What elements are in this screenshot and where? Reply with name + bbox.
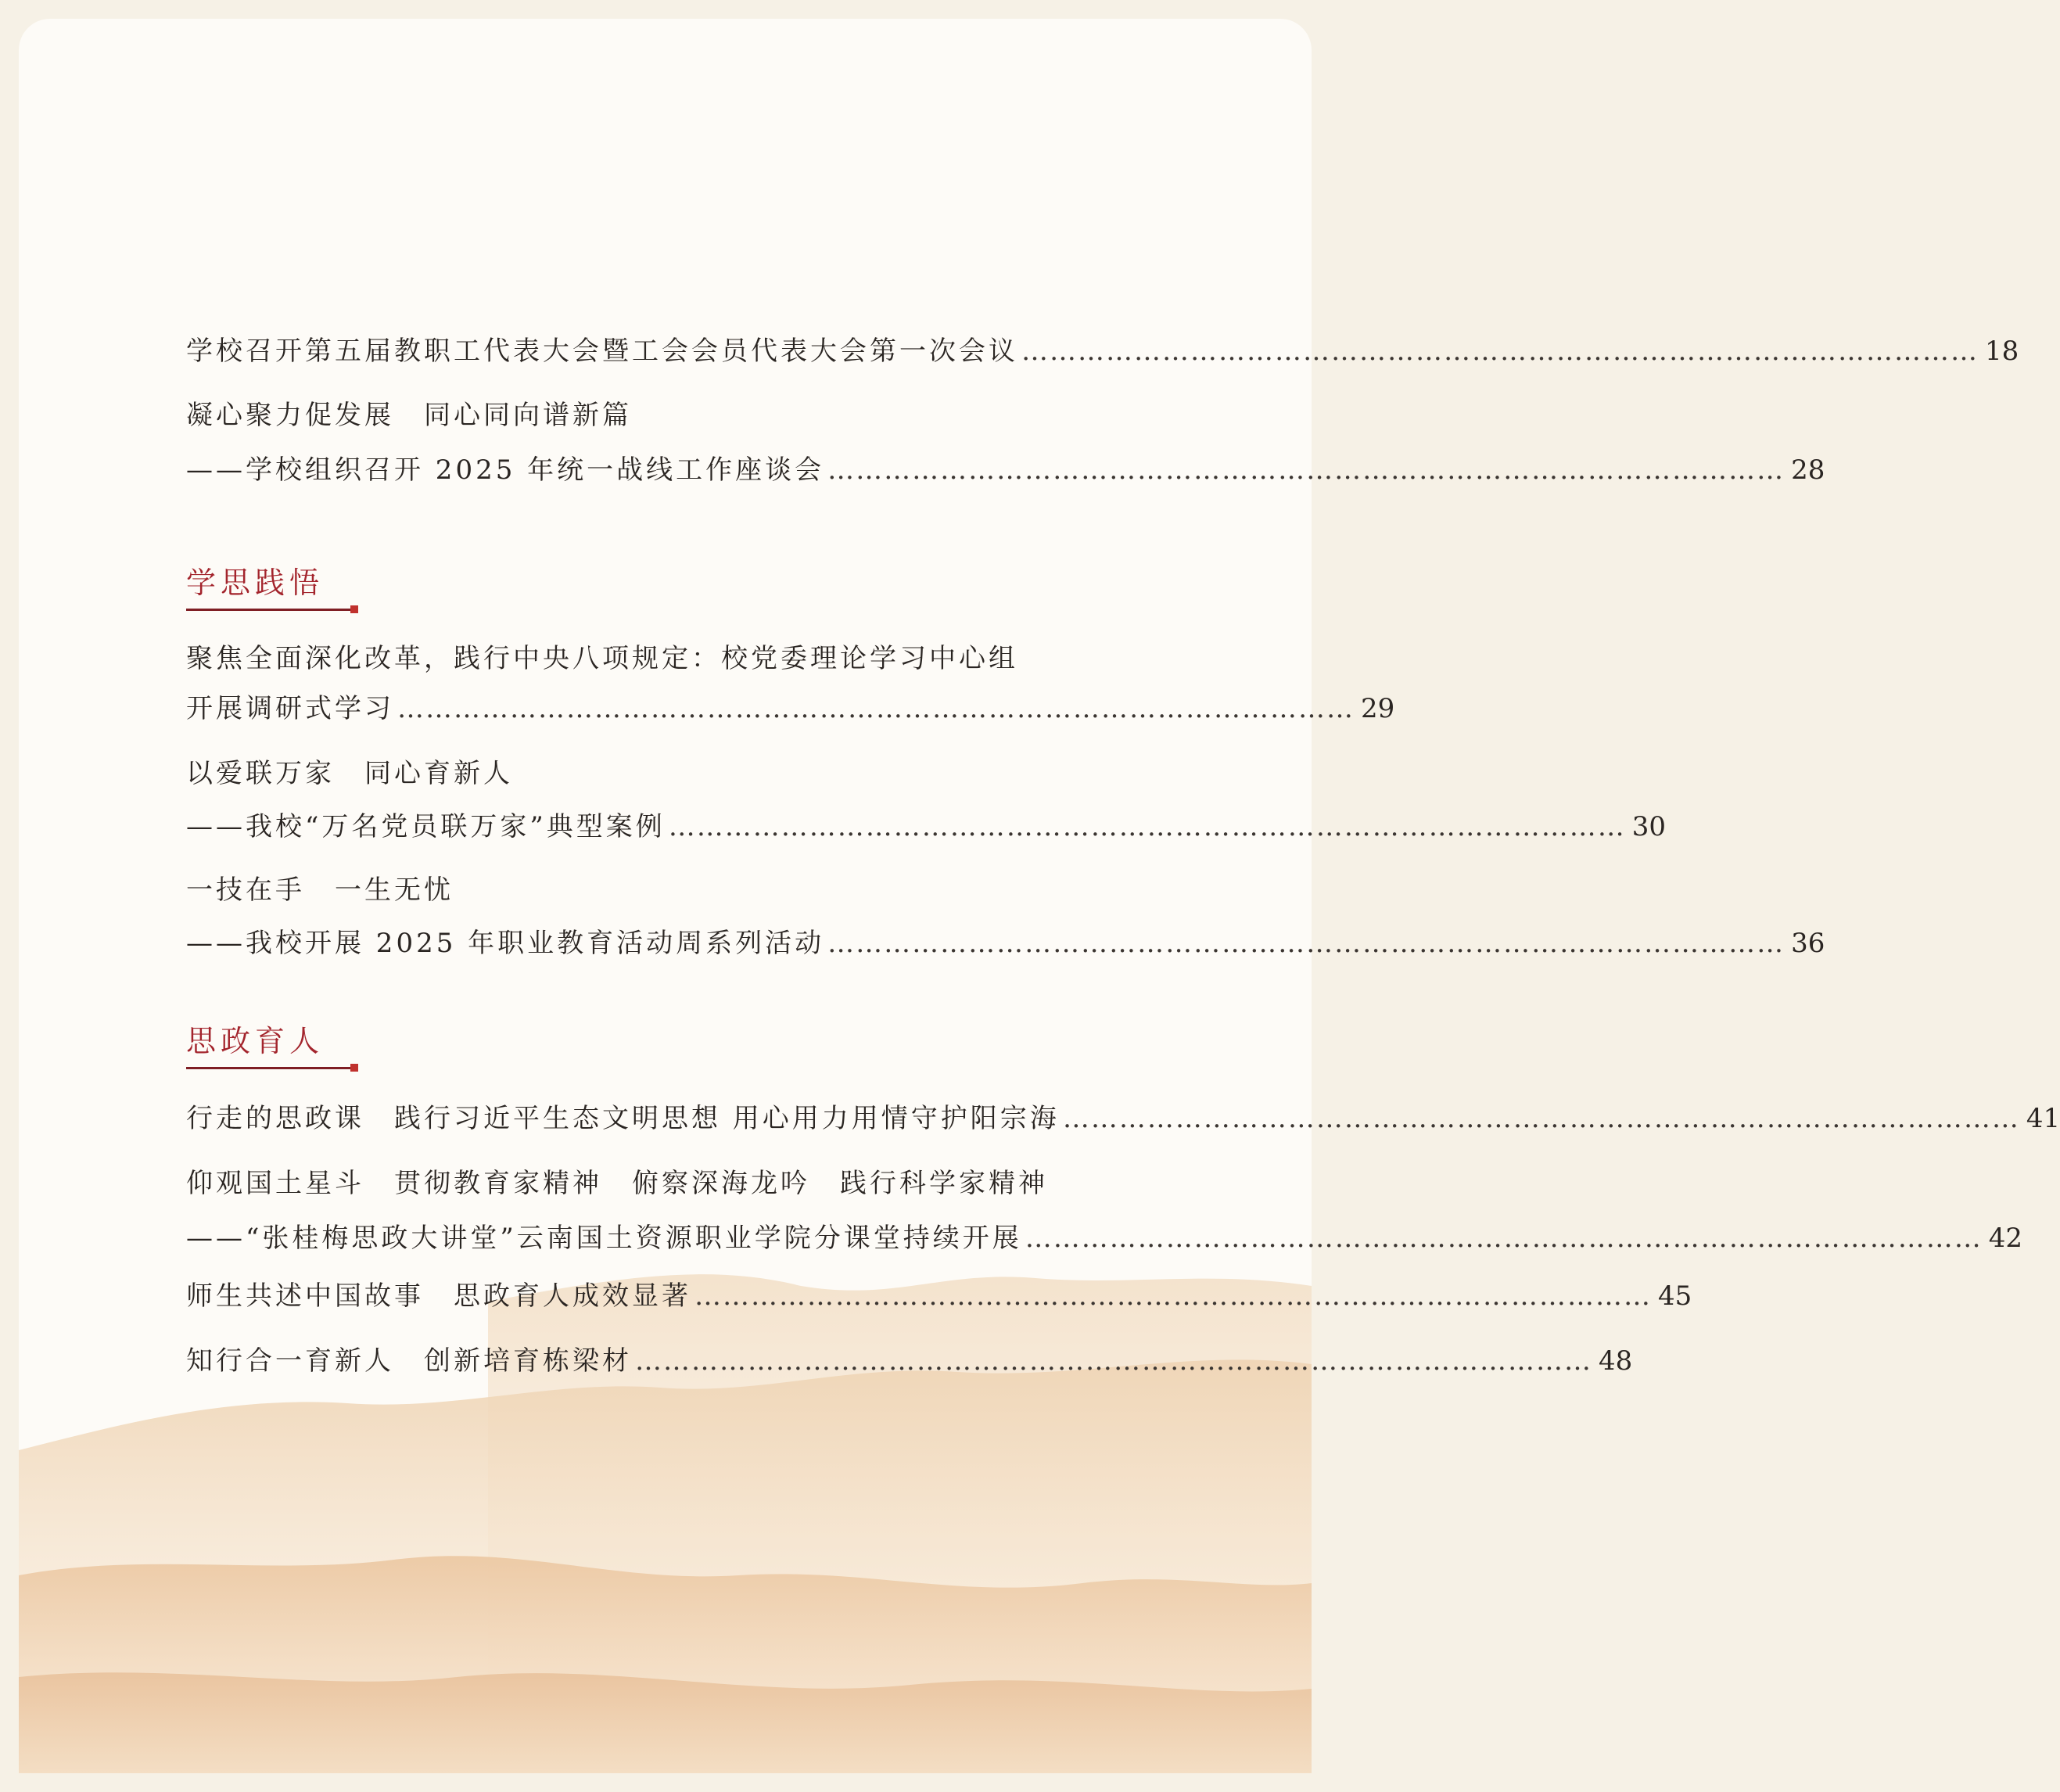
section-header: [186, 563, 324, 602]
page-number: 30: [1631, 811, 1667, 842]
toc-entry-title: 学校召开第五届教职工代表大会暨工会会员代表大会第一次会议: [186, 336, 1018, 367]
page-number: 41: [2026, 1103, 2060, 1134]
section-header: [186, 1022, 324, 1061]
page-number: 29: [1361, 693, 1395, 724]
dot-leader: …………………………………………………………………………………………: [635, 1345, 1592, 1377]
section-underline: [186, 1067, 350, 1069]
toc-entry-title: 凝心聚力促发展 同心同向谱新篇: [186, 400, 632, 431]
page-number: 28: [1791, 454, 1825, 486]
toc-entry-title: 师生共述中国故事 思政育人成效显著: [186, 1280, 691, 1312]
dot-leader: …………………………………………………………………………………………: [1021, 336, 1979, 367]
dot-leader: …………………………………………………………………………………………: [397, 693, 1355, 724]
dot-leader: …………………………………………………………………………………………: [694, 1280, 1652, 1312]
section-underline: [186, 609, 350, 611]
dot-leader: …………………………………………………………………………………………: [1062, 1103, 2020, 1134]
toc-entry-subtitle: ——“张桂梅思政大讲堂”云南国土资源职业学院分课堂持续开展: [186, 1223, 1022, 1254]
section-title: 思政育人: [186, 1024, 325, 1058]
toc-entry-subtitle: ——我校开展 2025 年职业教育活动周系列活动: [186, 928, 825, 959]
toc-entry[interactable]: [186, 1343, 1633, 1379]
page-number: 48: [1599, 1345, 1633, 1377]
page-number: 36: [1791, 928, 1825, 959]
toc-entry[interactable]: [186, 1278, 1692, 1314]
document-page: [19, 19, 2060, 1773]
toc-entry-subtitle: ——我校“万名党员联万家”典型案例: [186, 811, 666, 842]
page-number: 42: [1988, 1223, 2023, 1254]
toc-entry[interactable]: [186, 1165, 2023, 1256]
toc-entry[interactable]: [186, 1101, 2060, 1137]
toc-entry[interactable]: [186, 756, 1667, 845]
table-of-contents: [19, 19, 2060, 1773]
toc-entry[interactable]: [186, 333, 2019, 369]
page-number: 45: [1658, 1280, 1692, 1312]
toc-entry-title: 一技在手 一生无忧: [186, 874, 454, 906]
dot-leader: …………………………………………………………………………………………: [668, 811, 1626, 842]
toc-entry-title: 聚焦全面深化改革，践行中央八项规定：校党委理论学习中心组: [186, 643, 1018, 674]
toc-entry[interactable]: [186, 397, 1825, 488]
dot-leader: …………………………………………………………………………………………: [827, 454, 1785, 486]
toc-entry-title: 知行合一育新人 创新培育栋梁材: [186, 1345, 632, 1377]
page-number: 18: [1985, 336, 2019, 367]
toc-entry-title: 以爱联万家 同心育新人: [186, 758, 513, 789]
section-title: 学思践悟: [186, 566, 325, 600]
dot-leader: …………………………………………………………………………………………: [1025, 1223, 1983, 1254]
toc-entry-title: 行走的思政课 践行习近平生态文明思想 用心用力用情守护阳宗海: [186, 1103, 1060, 1134]
section-marker-square: [350, 1064, 358, 1072]
toc-entry-title-continued: 开展调研式学习: [186, 693, 394, 724]
dot-leader: …………………………………………………………………………………………: [827, 928, 1785, 959]
toc-entry-subtitle: ——学校组织召开 2025 年统一战线工作座谈会: [186, 454, 825, 486]
toc-entry-title: 仰观国土星斗 贯彻教育家精神 俯察深海龙吟 践行科学家精神: [186, 1168, 1048, 1199]
toc-entry[interactable]: [186, 872, 1825, 961]
section-marker-square: [350, 605, 358, 613]
toc-entry[interactable]: [186, 641, 1395, 727]
